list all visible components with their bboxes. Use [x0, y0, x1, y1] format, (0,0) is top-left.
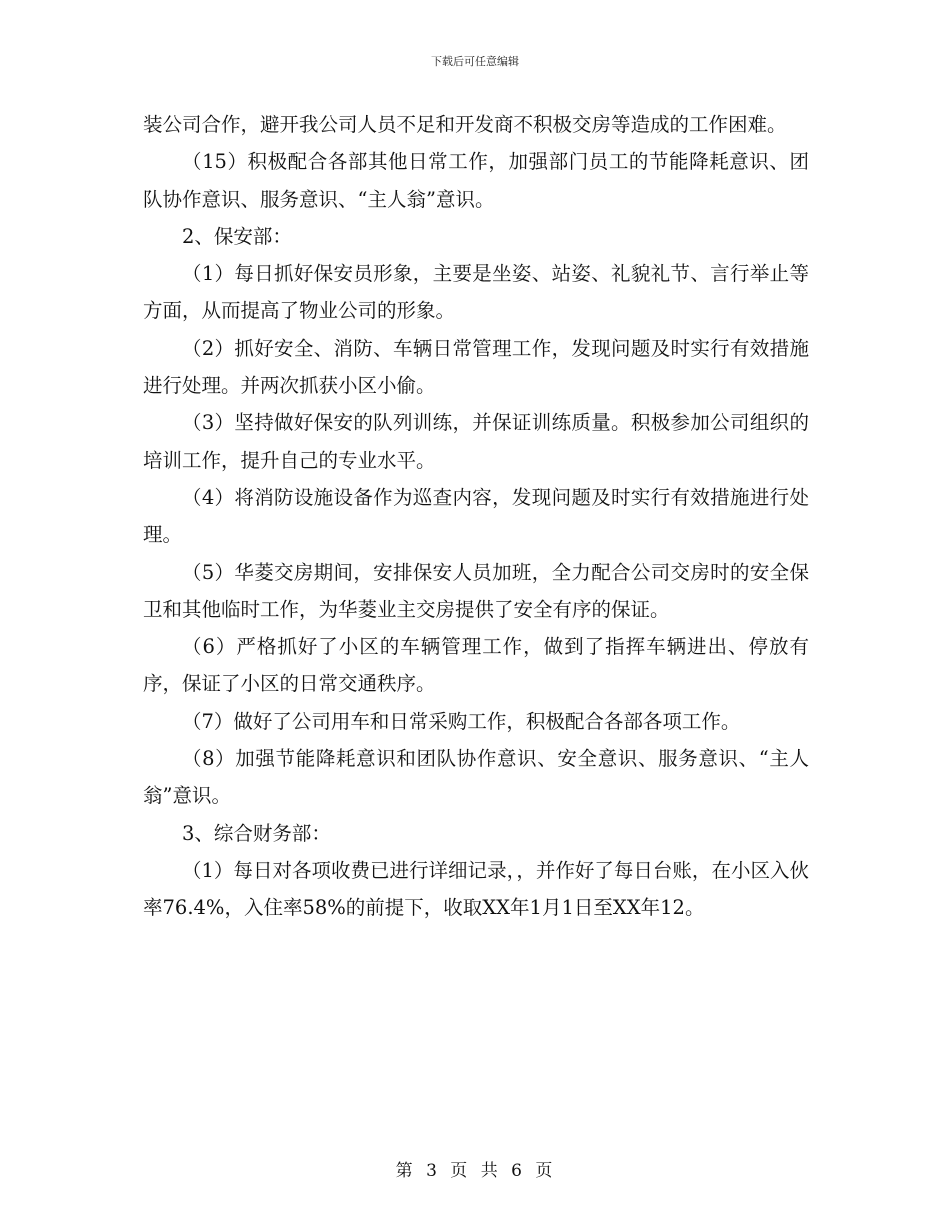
paragraph-item-15: （15）积极配合各部其他日常工作，加强部门员工的节能降耗意识、团队协作意识、服务意识、“主人翁”意识。	[143, 150, 809, 211]
paragraph-security-2: （2）抓好安全、消防、车辆日常管理工作，发现问题及时实行有效措施进行处理。并两次抓获小区小偷。	[143, 336, 809, 398]
paragraph-security-7: （7）做好了公司用车和日常采购工作，积极配合各部各项工作。	[182, 709, 741, 733]
paragraph-security-1: （1）每日抓好保安员形象，主要是坐姿、站姿、礼貌礼节、言行举止等方面，从而提高了物业公司的形象。	[143, 262, 809, 323]
page-header: 下载后可任意编辑	[431, 55, 519, 68]
section-heading-security: 2、保安部：	[182, 224, 292, 248]
paragraph-finance-1: （1）每日对各项收费已进行详细记录，，并作好了每日台账，在小区入伙率76.4%，入住率58%的前提下，收取XX年1月1日至XX年12。	[143, 858, 809, 920]
paragraph-security-5: （5）华菱交房期间，安排保安人员加班，全力配合公司交房时的安全保卫和其他临时工作，为华菱业主交房提供了安全有序的保证。	[143, 560, 809, 621]
paragraph-security-8: （8）加强节能降耗意识和团队协作意识、安全意识、服务意识、“主人翁”意识。	[143, 747, 809, 808]
paragraph-security-3: （3）坚持做好保安的队列训练，并保证训练质量。积极参加公司组织的培训工作，提升自己的专业水平。	[143, 411, 809, 472]
section-heading-finance: 3、综合财务部：	[182, 821, 331, 845]
page-footer: 第 3 页 共 6 页	[395, 1161, 555, 1181]
paragraph-security-6: （6）严格抓好了小区的车辆管理工作，做到了指挥车辆进出、停放有序，保证了小区的日常交通秩序。	[143, 635, 809, 696]
paragraph-continuation: 装公司合作，避开我公司人员不足和开发商不积极交房等造成的工作困难。	[143, 113, 787, 136]
document-body	[143, 106, 809, 927]
paragraph-security-4: （4）将消防设施设备作为巡查内容，发现问题及时实行有效措施进行处理。	[143, 485, 809, 547]
